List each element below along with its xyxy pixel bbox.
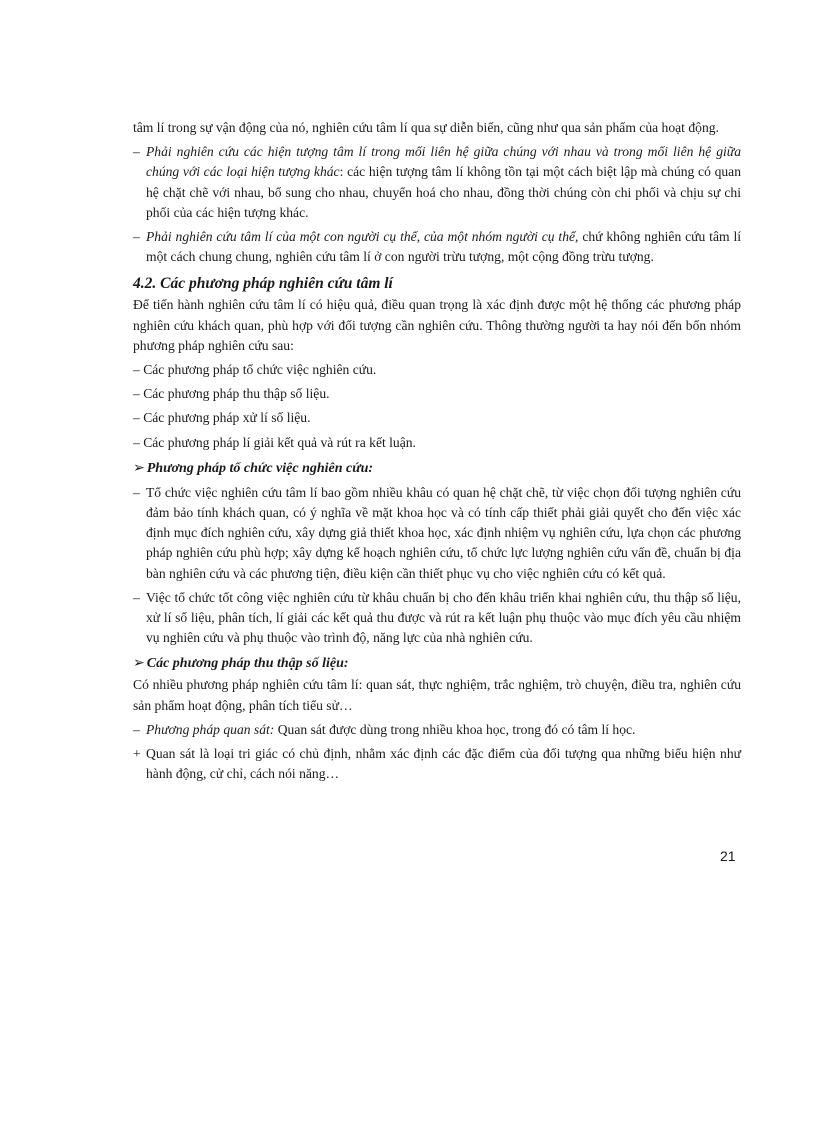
observation-plus-item <box>133 744 741 784</box>
dash-marker: – <box>133 484 140 500</box>
observation-text: Quan sát được dùng trong nhiều khoa học, trong đó có tâm lí học. <box>274 721 636 737</box>
subheading-text: Các phương pháp thu thập số liệu: <box>146 656 349 672</box>
observation-item <box>133 720 741 740</box>
dash-marker: – <box>133 229 140 245</box>
method-group-item: – Các phương pháp lí giải kết quả và rút ra kết luận. <box>133 434 416 450</box>
arrow-bullet-icon: ➢ <box>133 460 145 476</box>
organization-text: Việc tổ chức tốt công việc nghiên cứu từ khâu chuẩn bị cho đến khâu triển khai nghiên cứu, thu thập số liệu, xử lí số liệu, phân tích, lí giải các kết quả thu được và rút ra kết luận phụ thuộc vào mục đích yêu cầu nhiệm vụ nghiên cứu và phụ thuộc vào trình độ, năng lực của nhà nghiên cứu. <box>146 589 741 646</box>
method-group-item: – Các phương pháp tổ chức việc nghiên cứu. <box>133 362 377 378</box>
dash-marker: – <box>133 144 140 160</box>
principle-item <box>133 227 741 267</box>
principle-text: , chứ không nghiên cứu tâm lí một cách chung chung, nghiên cứu tâm lí ở con người trừu tượng, một cộng đồng trừu tượng. <box>146 229 741 265</box>
principle-text: : các hiện tượng tâm lí không tồn tại một cách biệt lập mà chúng có quan hệ chặt chẽ với nhau, bổ sung cho nhau, chuyển hoá cho nhau, đồng thời chúng còn chi phối và chịu sự chi phối của các hiện tượng khác. <box>146 164 741 220</box>
observation-plus-text: Quan sát là loại tri giác có chủ định, nhằm xác định các đặc điểm của đối tượng qua những biểu hiện như hành động, cử chỉ, cách nói năng… <box>146 746 741 782</box>
subheading-text: Phương pháp tổ chức việc nghiên cứu: <box>146 460 374 476</box>
observation-italic: Phương pháp quan sát: <box>146 721 275 737</box>
organization-item <box>133 483 741 584</box>
organization-text: Tổ chức việc nghiên cứu tâm lí bao gồm nhiều khâu có quan hệ chặt chẽ, từ việc chọn đối tượng nghiên cứu đảm bảo tính khách quan, có ý nghĩa về mặt khoa học và có tính cấp thiết phải giải quyết cho đến việc xác định mục đích nghiên cứu, xây dựng giả thiết khoa học, xác định nhiệm vụ nghiên cứu, lựa chọn các phương pháp nghiên cứu phù hợp; xây dựng kế hoạch nghiên cứu, tổ chức lực lượng nghiên cứu vấn đề, chuẩn bị địa bàn nghiên cứu và các phương tiện, điều kiện cần thiết phục vụ cho việc nghiên cứu có kết quả. <box>146 484 741 581</box>
principle-italic: Phải nghiên cứu tâm lí của một con người cụ thể, của một nhóm người cụ thể <box>146 229 576 245</box>
plus-marker: + <box>133 746 141 762</box>
page-body <box>133 118 741 784</box>
dash-marker: – <box>133 721 140 737</box>
arrow-bullet-icon: ➢ <box>133 656 145 672</box>
section-intro: Để tiến hành nghiên cứu tâm lí có hiệu quả, điều quan trọng là xác định được một hệ thống các phương pháp nghiên cứu khách quan, phù hợp với đối tượng cần nghiên cứu. Thông thường người ta hay nói đến bốn nhóm phương pháp nghiên cứu sau: <box>133 297 741 353</box>
principle-italic: Phải nghiên cứu các hiện tượng tâm lí trong mối liên hệ giữa chúng với nhau và trong mối liên hệ giữa chúng với các loại hiện tượng khác <box>146 144 741 180</box>
organization-item <box>133 588 741 649</box>
section-heading: 4.2. Các phương pháp nghiên cứu tâm lí <box>133 275 393 293</box>
method-group-item: – Các phương pháp thu thập số liệu. <box>133 386 330 402</box>
page-number: 21 <box>720 848 736 864</box>
data-collection-intro: Có nhiều phương pháp nghiên cứu tâm lí: quan sát, thực nghiệm, trắc nghiệm, trò chuyện, điều tra, nghiên cứu sản phẩm hoạt động, phân tích tiểu sử… <box>133 677 741 713</box>
method-group-item: – Các phương pháp xử lí số liệu. <box>133 410 311 426</box>
subheading-organization <box>133 459 741 479</box>
dash-marker: – <box>133 589 140 605</box>
intro-paragraph: tâm lí trong sự vận động của nó, nghiên cứu tâm lí qua sự diễn biến, cũng như qua sản phẩm của hoạt động. <box>133 120 719 135</box>
principle-item <box>133 142 741 223</box>
subheading-data-collection <box>133 654 741 674</box>
